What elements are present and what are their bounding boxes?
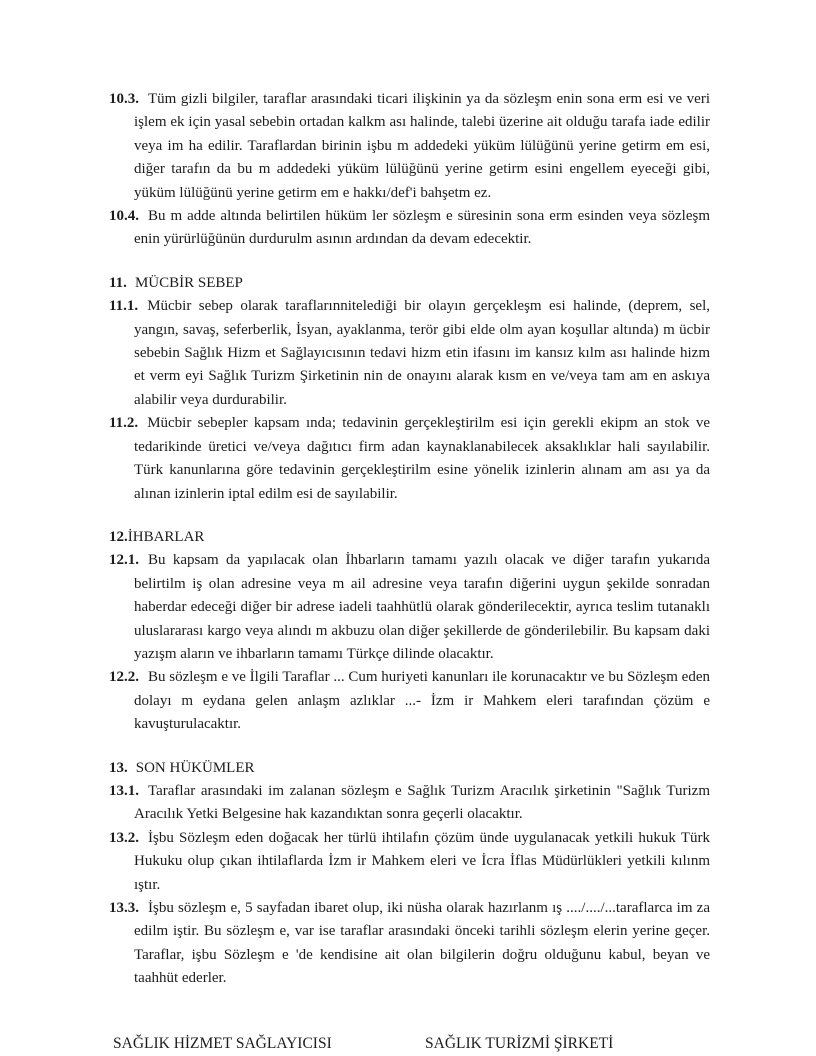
clause-12-1 — [109, 549, 710, 666]
clause-number: 13.3. — [109, 900, 139, 916]
heading-number: 12. — [109, 528, 128, 545]
clause-number: 13.2. — [109, 829, 139, 846]
clause-13-1 — [109, 780, 710, 827]
clause-text: Bu kapsam da yapılacak olan İhbarların tamamı yazılı olacak ve diğer tarafın yukarıda belirtilm iş olan adresine veya m ail adresine veya tarafın diğerini uygun şekilde sonradan haberdar edeceği diğer bir adrese iadeli taahhütlü olarak gönderilecektir, ayrıca teslim tutanaklı uluslararası kargo veya alındı m akbuzu olan diğer şekillerde de gönderilebilir. Bu kapsam daki yazışm aların ve ihbarların tamamı Türkçe dilinde olacaktır. — [134, 552, 710, 662]
section-heading-11 — [109, 272, 710, 295]
clause-11-1 — [109, 295, 710, 412]
signature-label-health-tourism-company: SAĞLIK TURİZMİ ŞİRKETİ — [425, 1034, 614, 1052]
signature-label-health-service-provider: SAĞLIK HİZMET SAĞLAYICISI — [113, 1034, 332, 1052]
clause-11-2 — [109, 412, 710, 506]
clause-text: Mücbir sebepler kapsam ında; tedavinin gerçekleştirilm esi için gerekli ekipm an stok ve tedarikinde üretici ve/veya dağıtıcı firm adan kaynaklanabilecek aksaklıklar hali sayılabilir. Türk kanunlarına göre tedavinin gerçekleştirilm esine yönelik izinlerin alınam am ası ya da alınan izinlerin iptal edilm esi de sayılabilir. — [134, 415, 710, 502]
clause-number: 13.1. — [109, 782, 139, 799]
clause-10-4 — [109, 205, 710, 252]
clause-10-3 — [109, 88, 710, 205]
clause-13-3 — [109, 897, 710, 991]
heading-number: 13. — [109, 759, 128, 776]
section-heading-12 — [109, 526, 710, 549]
heading-title: İHBARLAR — [127, 528, 205, 545]
clause-number: 11.1. — [109, 298, 139, 315]
clause-13-2 — [109, 827, 710, 897]
clause-text: Taraflar arasındaki im zalanan sözleşm e Sağlık Turizm Aracılık şirketinin "Sağlık Turizm Aracılık Yetki Belgesine hak kazandıktan sonra geçerli olacaktır. — [134, 782, 710, 823]
clause-text: Bu m adde altında belirtilen hüküm ler sözleşm e süresinin sona erm esinden veya sözleşm enin yürürlüğünün durdurulm asının ardından da devam edecektir. — [134, 208, 710, 248]
section-heading-13 — [109, 757, 710, 780]
clause-number: 10.3. — [109, 91, 139, 107]
clause-12-2 — [109, 666, 710, 736]
clause-number: 11.2. — [109, 415, 139, 432]
clause-number: 12.1. — [109, 552, 139, 569]
clause-text: İşbu Sözleşm eden doğacak her türlü ihtilafın çözüm ünde uygulanacak yetkili hukuk Türk Hukuku olup çıkan ihtilaflarda İzm ir Mahkem eleri ve İcra İflas Müdürlükleri yetkili kılınm ıştır. — [134, 829, 710, 893]
clause-number: 12.2. — [109, 669, 139, 686]
clause-text: Mücbir sebep olarak taraflarınnitelediği bir olayın gerçekleşm esi halinde, (deprem, sel, yangın, savaş, seferberlik, İsyan, ayaklanma, terör gibi elde olm ayan koşullar altında) m ücbir sebebin Sağlık Hizm et Sağlayıcısının tedavi hizm etin ifasını im kansız kılm ası halinde hizm et verm eyi Sağlık Turizm Şirketinin nin de onayını alarak kısm en ve/veya tam am en askıya alabilir veya durdurabilir. — [134, 298, 710, 408]
clause-text: İşbu sözleşm e, 5 sayfadan ibaret olup, iki nüsha olarak hazırlanm ış ..../..../...taraflarca im za edilm iştir. Bu sözleşm e, var ise taraflar arasındaki önceki tarihli sözleşm elerin yerine geçer. Taraflar, işbu Sözleşm e 'de kendisine ait olan bilgilerin doğru olduğunu kabul, beyan ve taahhüt ederler. — [134, 900, 710, 987]
signature-row — [109, 1032, 710, 1055]
clause-text: Tüm gizli bilgiler, taraflar arasındaki ticari ilişkinin ya da sözleşm enin sona erm esi ve veri işlem ek için yasal sebebin ortadan kalkm ası halinde, talebi üzerine ait olduğu tarafa iade edilir veya im ha edilir. Taraflardan birinin işbu m addedeki yüküm lülüğünü yerine getirm em esi, diğer tarafın da bu m addedeki yüküm lülüğünü yerine getirm esini engellem eyeceği gibi, yüküm lülüğünü yerine getirm em e hakkı/def'i bahşetm ez. — [134, 91, 710, 201]
clause-text: Bu sözleşm e ve İlgili Taraflar ... Cum huriyeti kanunları ile korunacaktır ve bu Sözleşm eden dolayı m eydana gelen anlaşm azlıklar ...- İzm ir Mahkem eleri tarafından çözüm e kavuşturulacaktır. — [134, 669, 710, 733]
heading-title: SON HÜKÜMLER — [135, 759, 255, 776]
heading-number: 11. — [109, 274, 127, 291]
heading-title: MÜCBİR SEBEP — [134, 274, 243, 291]
clause-number: 10.4. — [109, 208, 139, 225]
